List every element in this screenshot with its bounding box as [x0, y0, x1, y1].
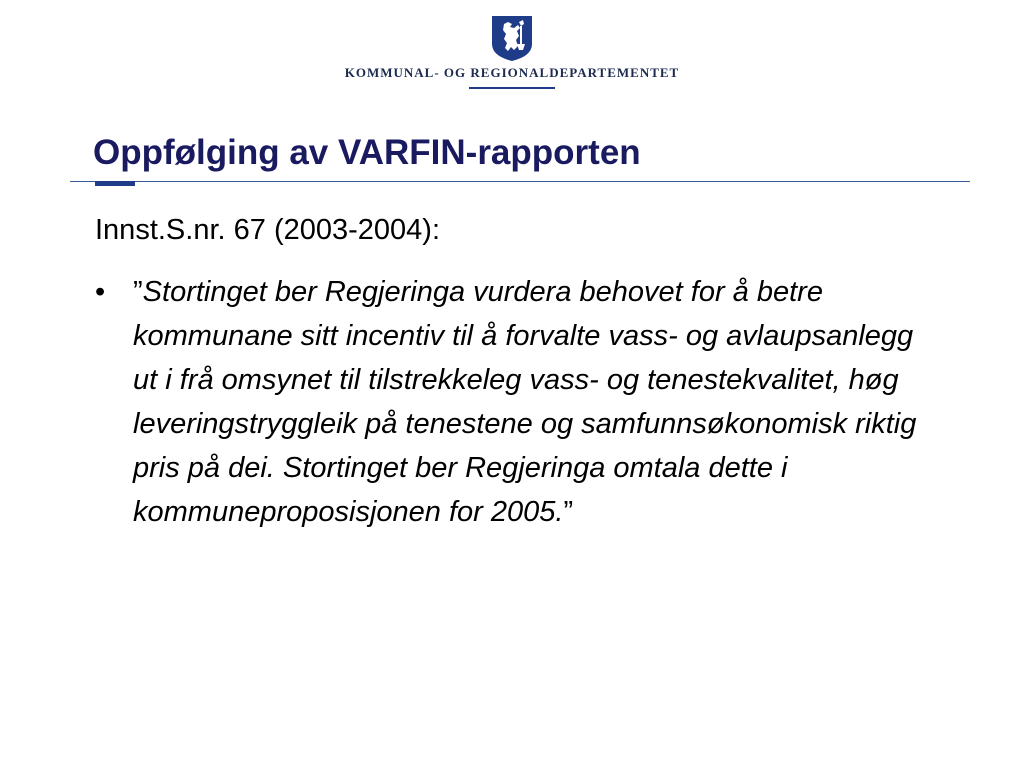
close-quote: ”: [563, 496, 574, 528]
open-quote: ”: [133, 276, 143, 308]
bullet-item: [95, 270, 935, 534]
coat-of-arms-icon: [490, 14, 534, 62]
bullet-symbol: •: [95, 276, 106, 308]
title-accent-bar: [95, 181, 135, 186]
ministry-name-underline: [469, 87, 555, 89]
quote-paragraph: [133, 270, 935, 534]
slide-title: Oppfølging av VARFIN-rapporten: [93, 133, 641, 172]
ministry-name: KOMMUNAL- OG REGIONALDEPARTEMENTET: [344, 65, 680, 80]
slide-subtitle: Innst.S.nr. 67 (2003-2004):: [95, 214, 440, 246]
quote-text: Stortinget ber Regjeringa vurdera behovet for å betre kommunane sitt incentiv til å forvalte vass- og avlaupsanlegg ut i frå omsynet til tilstrekkeleg vass- og tenestekvalitet, høg leveringstryggleik på tenestene og samfunnsøkonomisk riktig pris på dei. Stortinget ber Regjeringa omtala dette i kommuneproposisjonen for 2005.: [133, 276, 917, 528]
title-divider: [70, 181, 970, 182]
ministry-logo: [0, 0, 1024, 100]
